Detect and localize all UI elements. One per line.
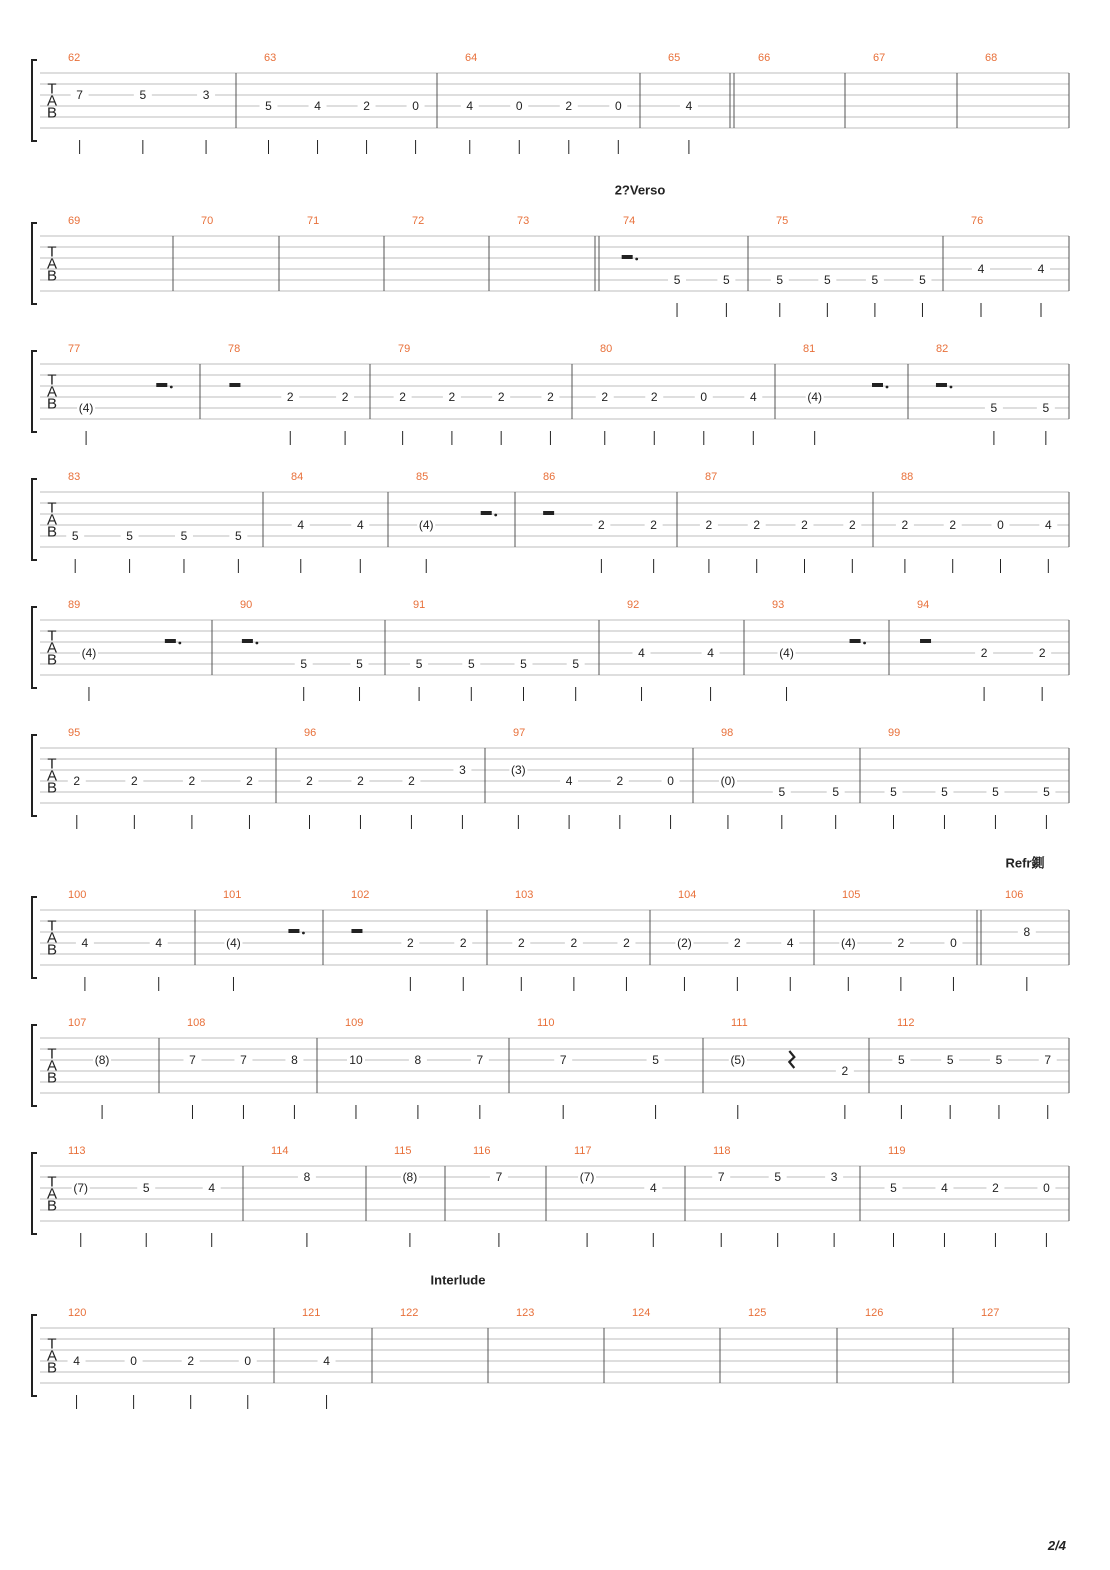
fret-number: 4 <box>977 262 985 276</box>
measure-number: 63 <box>264 52 277 64</box>
tab-clef-t: T <box>47 917 57 935</box>
fret-number: 3 <box>830 1170 838 1184</box>
rest-dot <box>950 386 953 389</box>
fret-number: 5 <box>776 273 784 287</box>
fret-number: 4 <box>685 99 693 113</box>
measure-number: 89 <box>68 599 81 611</box>
tab-clef-b: B <box>46 267 58 285</box>
fret-number: 2 <box>1038 646 1046 660</box>
measure-number: 105 <box>842 889 861 901</box>
tab-clef-a: A <box>46 511 58 529</box>
measure-number: 103 <box>515 889 534 901</box>
fret-number: 7 <box>559 1053 567 1067</box>
measure-number: 120 <box>68 1307 87 1319</box>
fret-number: (3) <box>511 763 526 777</box>
fret-number: 5 <box>946 1053 954 1067</box>
measure-number: 101 <box>223 889 242 901</box>
measure-number: 109 <box>345 1017 364 1029</box>
measure-number: 84 <box>291 471 304 483</box>
measure-number: 77 <box>68 343 81 355</box>
rest-dot <box>302 932 305 935</box>
system-bracket <box>32 1153 37 1234</box>
fret-number: 2 <box>306 774 313 788</box>
measure-number: 99 <box>888 727 901 739</box>
measure-number: 107 <box>68 1017 87 1029</box>
fret-number: 3 <box>202 88 210 102</box>
fret-number: 0 <box>130 1354 137 1368</box>
fret-number: 2 <box>753 518 761 532</box>
tab-clef-b: B <box>46 1069 58 1087</box>
fret-number: 2 <box>408 774 415 788</box>
fret-number: 5 <box>871 273 879 287</box>
half-rest <box>850 639 861 643</box>
measure-number: 116 <box>473 1145 491 1157</box>
fret-number: 2 <box>246 774 253 788</box>
system-bracket <box>32 735 37 816</box>
fret-number: 5 <box>832 785 840 799</box>
tab-clef-b: B <box>46 395 58 413</box>
measure-number: 124 <box>632 1307 651 1319</box>
fret-number: 5 <box>823 273 831 287</box>
fret-number: 2 <box>363 99 370 113</box>
fret-number: 2 <box>459 936 467 950</box>
fret-number: 5 <box>995 1053 1003 1067</box>
measure-number: 69 <box>68 215 81 227</box>
measure-number: 117 <box>574 1145 592 1157</box>
fret-number: 4 <box>81 936 89 950</box>
fret-number: 2 <box>570 936 578 950</box>
tab-clef-a: A <box>46 92 58 110</box>
tab-clef-b: B <box>46 779 58 797</box>
fret-number: 2 <box>980 646 988 660</box>
fret-number: 4 <box>1037 262 1045 276</box>
measure-number: 78 <box>228 343 241 355</box>
fret-number: 5 <box>890 1181 897 1195</box>
fret-number: 2 <box>187 1354 195 1368</box>
half-rest <box>872 383 883 387</box>
fret-number: 5 <box>572 657 580 671</box>
fret-number: (4) <box>81 646 97 660</box>
fret-number: 4 <box>649 1181 657 1195</box>
page-number: 2/4 <box>1047 1538 1066 1553</box>
fret-number: 0 <box>515 99 523 113</box>
measure-number: 123 <box>516 1307 535 1319</box>
fret-number: 4 <box>73 1354 80 1368</box>
tab-clef-b: B <box>46 941 58 959</box>
tab-clef-a: A <box>46 929 58 947</box>
measure-number: 68 <box>985 52 998 64</box>
fret-number: 4 <box>749 390 757 404</box>
measure-number: 92 <box>627 599 640 611</box>
measure-number: 126 <box>865 1307 884 1319</box>
half-rest <box>156 383 167 387</box>
measure-number: 80 <box>600 343 613 355</box>
fret-number: 5 <box>652 1053 659 1067</box>
fret-number: 4 <box>707 646 714 660</box>
fret-number: 2 <box>517 936 525 950</box>
half-rest <box>543 511 554 515</box>
measure-number: 75 <box>776 215 789 227</box>
fret-number: (8) <box>94 1053 110 1067</box>
fret-number: 2 <box>601 390 609 404</box>
section-label: Refr鍘 <box>1005 855 1045 871</box>
half-rest <box>936 383 947 387</box>
fret-number: 2 <box>357 774 364 788</box>
system-bracket <box>32 351 37 432</box>
fret-number: 8 <box>1023 925 1031 939</box>
tab-clef-t: T <box>47 499 57 517</box>
section-label: Interlude <box>430 1272 486 1288</box>
fret-number: (7) <box>579 1170 595 1184</box>
fret-number: 5 <box>139 88 147 102</box>
tab-clef-a: A <box>46 1057 58 1075</box>
measure-number: 66 <box>758 52 771 64</box>
fret-number: 0 <box>1043 1181 1050 1195</box>
measure-number: 96 <box>304 727 317 739</box>
tab-clef-b: B <box>46 1197 58 1215</box>
measure-number: 95 <box>68 727 81 739</box>
fret-number: 2 <box>841 1064 849 1078</box>
rest-dot <box>170 386 173 389</box>
fret-number: 10 <box>349 1053 363 1067</box>
half-rest <box>242 639 253 643</box>
measure-number: 81 <box>803 343 816 355</box>
measure-number: 106 <box>1005 889 1024 901</box>
measure-number: 127 <box>981 1307 1000 1319</box>
fret-number: 7 <box>76 88 83 102</box>
tab-clef-t: T <box>47 627 57 645</box>
fret-number: 2 <box>188 774 196 788</box>
measure-number: 83 <box>68 471 81 483</box>
rest-dot <box>886 386 889 389</box>
tab-clef-t: T <box>47 755 57 773</box>
tab-clef-b: B <box>46 523 58 541</box>
fret-number: 2 <box>650 518 657 532</box>
measure-number: 79 <box>398 343 411 355</box>
measure-number: 88 <box>901 471 914 483</box>
measure-number: 73 <box>517 215 530 227</box>
fret-number: 2 <box>130 774 138 788</box>
measure-number: 76 <box>971 215 984 227</box>
measure-number: 82 <box>936 343 949 355</box>
system-bracket <box>32 1315 37 1396</box>
fret-number: 5 <box>520 657 527 671</box>
tab-clef-a: A <box>46 1185 58 1203</box>
fret-number: 4 <box>356 518 364 532</box>
fret-number: 2 <box>547 390 554 404</box>
fret-number: 2 <box>623 936 630 950</box>
rest-dot <box>256 642 259 645</box>
fret-number: 8 <box>414 1053 422 1067</box>
measure-number: 108 <box>187 1017 206 1029</box>
measure-number: 86 <box>543 471 556 483</box>
fret-number: 5 <box>941 785 948 799</box>
fret-number: 2 <box>341 390 349 404</box>
rest-dot <box>863 642 866 645</box>
fret-number: 4 <box>565 774 573 788</box>
measure-number: 67 <box>873 52 886 64</box>
fret-number: 7 <box>495 1170 503 1184</box>
fret-number: (8) <box>402 1170 418 1184</box>
fret-number: 5 <box>300 657 308 671</box>
measure-number: 94 <box>917 599 930 611</box>
fret-number: (4) <box>418 518 434 532</box>
measure-number: 70 <box>201 215 214 227</box>
measure-number: 74 <box>623 215 636 227</box>
tab-clef-a: A <box>46 383 58 401</box>
tab-clef-t: T <box>47 1173 57 1191</box>
fret-number: 7 <box>240 1053 247 1067</box>
fret-number: 5 <box>265 99 272 113</box>
system-bracket <box>32 897 37 978</box>
system-bracket <box>32 223 37 304</box>
fret-number: (0) <box>720 774 736 788</box>
fret-number: 2 <box>286 390 294 404</box>
measure-number: 111 <box>731 1017 748 1029</box>
fret-number: 5 <box>990 401 998 415</box>
fret-number: 5 <box>356 657 363 671</box>
measure-number: 118 <box>713 1145 731 1157</box>
fret-number: 5 <box>467 657 475 671</box>
tab-clef-t: T <box>47 243 57 261</box>
fret-number: 2 <box>565 99 573 113</box>
fret-number: (4) <box>226 936 241 950</box>
fret-number: 3 <box>459 763 466 777</box>
fret-number: 2 <box>949 518 957 532</box>
measure-number: 125 <box>748 1307 767 1319</box>
fret-number: 5 <box>919 273 926 287</box>
fret-number: 2 <box>901 518 909 532</box>
tab-clef-a: A <box>46 767 58 785</box>
half-rest <box>920 639 931 643</box>
fret-number: 4 <box>638 646 645 660</box>
fret-number: 8 <box>291 1053 298 1067</box>
fret-number: 5 <box>992 785 999 799</box>
fret-number: 4 <box>314 99 321 113</box>
rest-dot <box>178 642 181 645</box>
fret-number: 0 <box>667 774 674 788</box>
half-rest <box>351 929 362 933</box>
fret-number: 5 <box>890 785 897 799</box>
fret-number: (7) <box>73 1181 89 1195</box>
fret-number: 4 <box>155 936 163 950</box>
fret-number: 2 <box>448 390 456 404</box>
fret-number: 4 <box>786 936 794 950</box>
half-rest <box>288 929 299 933</box>
measure-number: 102 <box>351 889 370 901</box>
measure-number: 100 <box>68 889 87 901</box>
fret-number: 0 <box>700 390 708 404</box>
measure-number: 85 <box>416 471 429 483</box>
fret-number: 4 <box>323 1354 330 1368</box>
fret-number: 2 <box>73 774 81 788</box>
fret-number: 0 <box>412 99 419 113</box>
fret-number: 5 <box>673 273 681 287</box>
fret-number: 7 <box>189 1053 196 1067</box>
tab-clef-t: T <box>47 371 57 389</box>
fret-number: 7 <box>476 1053 484 1067</box>
fret-number: 2 <box>801 518 808 532</box>
fret-number: 7 <box>717 1170 725 1184</box>
measure-number: 97 <box>513 727 526 739</box>
fret-number: 5 <box>1043 785 1050 799</box>
fret-number: 5 <box>235 529 242 543</box>
fret-number: 2 <box>598 518 605 532</box>
measure-number: 119 <box>888 1145 906 1157</box>
measure-number: 113 <box>68 1145 86 1157</box>
half-rest <box>622 255 633 259</box>
fret-number: 4 <box>1044 518 1052 532</box>
fret-number: 2 <box>992 1181 999 1195</box>
tab-clef-t: T <box>47 80 57 98</box>
fret-number: 2 <box>705 518 713 532</box>
fret-number: 0 <box>997 518 1004 532</box>
fret-number: 0 <box>614 99 622 113</box>
fret-number: 5 <box>1042 401 1050 415</box>
fret-number: 2 <box>616 774 624 788</box>
fret-number: 5 <box>142 1181 150 1195</box>
system-bracket <box>32 60 37 141</box>
fret-number: (4) <box>78 401 94 415</box>
fret-number: 2 <box>848 518 856 532</box>
measure-number: 71 <box>307 215 320 227</box>
measure-number: 64 <box>465 52 478 64</box>
fret-number: 5 <box>774 1170 782 1184</box>
tab-clef-b: B <box>46 651 58 669</box>
fret-number: 2 <box>650 390 658 404</box>
fret-number: 4 <box>941 1181 948 1195</box>
fret-number: 2 <box>399 390 406 404</box>
section-label: 2?Verso <box>614 182 666 198</box>
measure-number: 122 <box>400 1307 419 1319</box>
measure-number: 93 <box>772 599 785 611</box>
fret-number: 5 <box>723 273 730 287</box>
rest-dot <box>494 514 497 517</box>
rest-dot <box>635 258 638 261</box>
tab-clef-a: A <box>46 255 58 273</box>
system-bracket <box>32 479 37 560</box>
measure-number: 65 <box>668 52 681 64</box>
measure-number: 112 <box>897 1017 915 1029</box>
half-rest <box>229 383 240 387</box>
measure-number: 87 <box>705 471 718 483</box>
fret-number: 4 <box>466 99 474 113</box>
fret-number: 5 <box>126 529 133 543</box>
fret-number: 2 <box>734 936 741 950</box>
fret-number: 8 <box>303 1170 311 1184</box>
fret-number: (4) <box>840 936 856 950</box>
fret-number: 5 <box>415 657 423 671</box>
fret-number: 7 <box>1044 1053 1052 1067</box>
tab-clef-a: A <box>46 1347 58 1365</box>
measure-number: 115 <box>394 1145 412 1157</box>
fret-number: 5 <box>71 529 79 543</box>
fret-number: (4) <box>779 646 794 660</box>
measure-number: 91 <box>413 599 426 611</box>
fret-number: (5) <box>730 1053 746 1067</box>
fret-number: 5 <box>180 529 188 543</box>
measure-number: 90 <box>240 599 253 611</box>
tab-clef-b: B <box>46 1359 58 1377</box>
measure-number: 72 <box>412 215 425 227</box>
fret-number: 4 <box>208 1181 216 1195</box>
fret-number: 4 <box>297 518 305 532</box>
fret-number: 0 <box>244 1354 252 1368</box>
tab-clef-t: T <box>47 1045 57 1063</box>
measure-number: 98 <box>721 727 734 739</box>
measure-number: 62 <box>68 52 81 64</box>
half-rest <box>165 639 176 643</box>
tab-clef-t: T <box>47 1335 57 1353</box>
system-bracket <box>32 607 37 688</box>
fret-number: 2 <box>497 390 505 404</box>
fret-number: (2) <box>677 936 692 950</box>
measure-number: 110 <box>537 1017 555 1029</box>
measure-number: 114 <box>271 1145 289 1157</box>
fret-number: 5 <box>778 785 786 799</box>
fret-number: 2 <box>407 936 414 950</box>
measure-number: 104 <box>678 889 697 901</box>
half-rest <box>481 511 492 515</box>
fret-number: 0 <box>950 936 957 950</box>
measure-number: 121 <box>302 1307 321 1319</box>
tab-clef-a: A <box>46 639 58 657</box>
system-bracket <box>32 1025 37 1106</box>
fret-number: (4) <box>807 390 823 404</box>
fret-number: 2 <box>897 936 905 950</box>
tab-clef-b: B <box>46 104 58 122</box>
fret-number: 5 <box>898 1053 905 1067</box>
